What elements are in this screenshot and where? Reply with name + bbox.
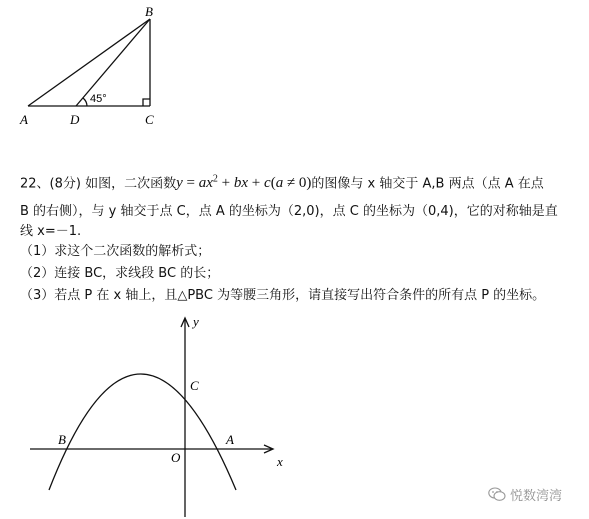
problem-line-2: B 的右侧），与 y 轴交于点 C，点 A 的坐标为（2,0)，点 C 的坐标为（0,4)，它的对称轴是直 [20, 204, 558, 219]
watermark [488, 485, 562, 504]
problem-line-3: 线 x=－1. [20, 224, 82, 239]
label-origin: O [171, 450, 181, 465]
right-angle-mark [143, 99, 150, 106]
problem-intro: 22、(8分) 如图，二次函数 [20, 176, 177, 192]
label-d-top: D [70, 112, 80, 127]
label-x-axis: x [277, 454, 283, 469]
label-y-axis: y [193, 314, 199, 329]
quadratic-formula: $y = ax^2$ + bx + c(a ≠ 0) [176, 174, 312, 192]
label-point-b: B [58, 432, 66, 447]
label-b-top: B [145, 4, 153, 19]
label-c-top: C [145, 112, 154, 127]
label-point-a: A [226, 432, 234, 447]
segment-ab [28, 19, 150, 106]
triangle-figure [0, 0, 589, 140]
angle-label: 45° [90, 93, 107, 105]
watermark-text: 悦数湾湾 [510, 489, 563, 504]
question-3: （3）若点 P 在 x 轴上，且△PBC 为等腰三角形，请直接写出符合条件的所有点 P 的坐标。 [20, 288, 546, 303]
segment-db [76, 19, 150, 106]
label-a-top: A [20, 112, 28, 127]
problem-line-1 [20, 168, 544, 196]
problem-intro-cont: 的图像与 x 轴交于 A,B 两点（点 A 在点 [311, 176, 544, 192]
parabola-curve [49, 374, 236, 490]
label-point-c: C [190, 378, 199, 393]
question-2: （2）连接 BC，求线段 BC 的长； [20, 266, 220, 281]
angle-arc [83, 98, 87, 106]
wechat-icon [488, 487, 506, 502]
question-1: （1）求这个二次函数的解析式； [20, 244, 211, 259]
